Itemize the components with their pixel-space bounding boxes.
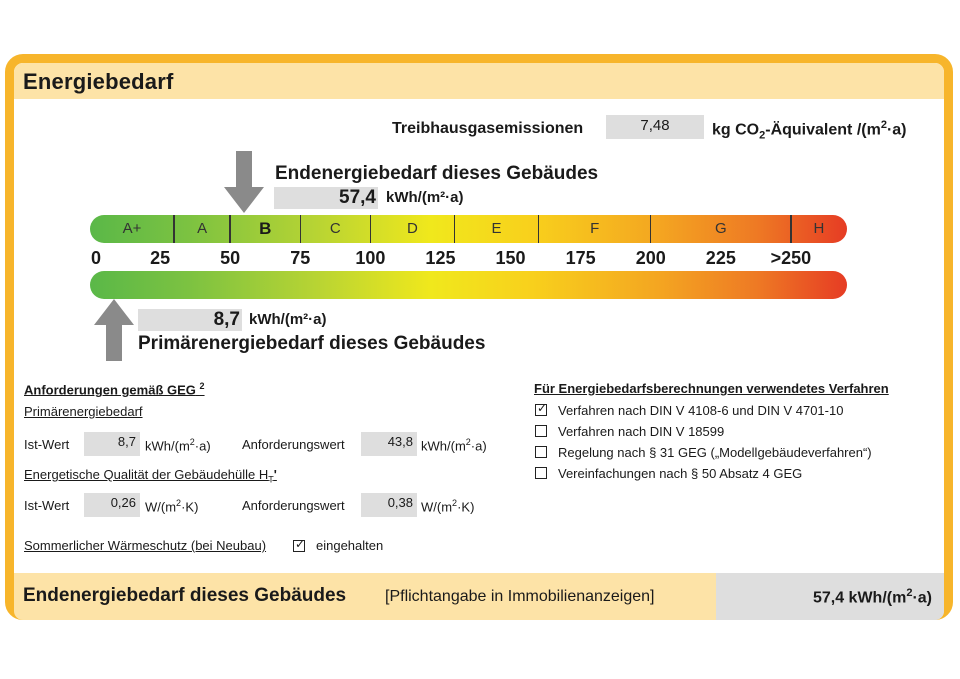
procedure-checkbox[interactable] — [535, 467, 547, 479]
scale-tick-label: 100 — [355, 248, 386, 268]
footer-title: Endenergiebedarf dieses Gebäudes — [23, 585, 347, 606]
primary-anf-label: Anforderungswert — [242, 437, 345, 452]
primary-ist-label: Ist-Wert — [24, 437, 70, 452]
scale-tick-label: 225 — [705, 248, 736, 268]
footer-bar — [14, 573, 944, 620]
class-separator — [790, 215, 792, 243]
primary-energy-unit: kWh/(m²·a) — [249, 311, 327, 328]
envelope-anf-unit: $W/(m^2\cdot K)$ — [421, 498, 475, 515]
scale-tick-label: 200 — [635, 248, 666, 268]
class-separator — [229, 215, 231, 243]
summer-protection-checkbox[interactable] — [293, 537, 306, 552]
checkmark-icon: ✓ — [295, 537, 306, 551]
envelope-ist-label: Ist-Wert — [24, 498, 70, 513]
envelope-anf-label: Anforderungswert — [242, 498, 345, 513]
checkmark-icon: ✓ — [537, 401, 548, 415]
energy-class-d: D — [406, 220, 418, 237]
header-bar — [14, 63, 944, 99]
footer-value: 57,4 kWh/$(m^2\cdot a)$ — [812, 587, 932, 607]
energy-class-f: F — [590, 220, 600, 237]
emissions-unit: kg $CO_2$-Äquivalent $/(m^2\cdot a)$ — [712, 119, 907, 142]
procedure-option-label: Verfahren nach DIN V 18599 — [558, 424, 725, 439]
summer-protection-status: eingehalten — [316, 538, 384, 553]
end-energy-value: 57,4 — [274, 187, 378, 209]
energy-class-c: C — [329, 220, 341, 237]
emissions-label: Treibhausgasemissionen — [392, 120, 584, 137]
end-energy-title: Endenergiebedarf dieses Gebäudes — [275, 163, 599, 184]
energy-class-h: H — [813, 220, 825, 237]
procedure-checkbox[interactable] — [535, 401, 548, 416]
primary-ist-value: 8,7 — [84, 432, 140, 456]
primary-requirement-heading: Primärenergiebedarf — [24, 404, 143, 419]
scale-tick-label: 125 — [425, 248, 456, 268]
footer-note: [Pflichtangabe in Immobilienanzeigen] — [385, 588, 655, 605]
scale-tick-label: 175 — [565, 248, 596, 268]
procedure-checkbox[interactable] — [535, 425, 547, 437]
class-separator — [300, 215, 302, 243]
energy-class-g: G — [714, 220, 727, 237]
energy-class-e: E — [491, 220, 502, 237]
class-separator — [370, 215, 372, 243]
scale-tick-label: 0 — [90, 248, 102, 268]
primary-anf-value: 43,8 — [361, 432, 417, 456]
class-separator — [538, 215, 540, 243]
energy-class-b: B — [259, 219, 272, 238]
primary-energy-arrow-icon — [94, 299, 134, 361]
primary-energy-scale — [90, 271, 847, 299]
scale-tick-label: 75 — [290, 248, 311, 268]
scale-tick-label: >250 — [770, 248, 812, 268]
scale-tick-label: 25 — [150, 248, 171, 268]
procedure-title: Für Energiebedarfsberechnungen verwendetes Verfahren — [534, 381, 889, 396]
primary-energy-value: 8,7 — [138, 309, 242, 331]
end-energy-unit: kWh/(m²·a) — [386, 189, 464, 206]
procedure-option-label: Verfahren nach DIN V 4108-6 und DIN V 4701-10 — [558, 403, 844, 418]
scale-tick-label: 50 — [220, 248, 241, 268]
primary-ist-unit: kWh/$(m^2\cdot a)$ — [145, 437, 211, 454]
primary-energy-title: Primärenergiebedarf dieses Gebäudes — [138, 333, 486, 354]
envelope-anf-value: 0,38 — [361, 493, 417, 517]
scale-ticks — [14, 248, 944, 270]
summer-protection-label: Sommerlicher Wärmeschutz (bei Neubau) — [24, 538, 267, 553]
end-energy-arrow-icon — [224, 151, 264, 213]
efficiency-class-scale — [90, 215, 847, 243]
scale-tick-label: 150 — [495, 248, 526, 268]
envelope-ist-unit: $W/(m^2\cdot K)$ — [145, 498, 199, 515]
energy-class-a: A — [197, 220, 208, 237]
envelope-ist-value: 0,26 — [84, 493, 140, 517]
class-separator — [173, 215, 175, 243]
envelope-requirement-heading: Energetische Qualität der Gebäudehülle $H_T'$ — [24, 467, 277, 485]
energy-class-a-plus: A+ — [122, 220, 142, 237]
page-title: Energiebedarf — [23, 69, 174, 94]
procedure-option-label: Regelung nach § 31 GEG („Modellgebäudeverfahren“) — [558, 445, 872, 460]
energy-certificate-frame — [5, 54, 953, 620]
procedure-option-label: Vereinfachungen nach § 50 Absatz 4 GEG — [558, 466, 803, 481]
primary-anf-unit: kWh/$(m^2\cdot a)$ — [421, 437, 487, 454]
emissions-value: 7,48 — [606, 115, 704, 139]
class-separator — [454, 215, 456, 243]
requirements-title: Anforderungen gemäß GEG $^2$ — [24, 381, 205, 398]
procedure-checkbox[interactable] — [535, 446, 547, 458]
class-separator — [650, 215, 652, 243]
